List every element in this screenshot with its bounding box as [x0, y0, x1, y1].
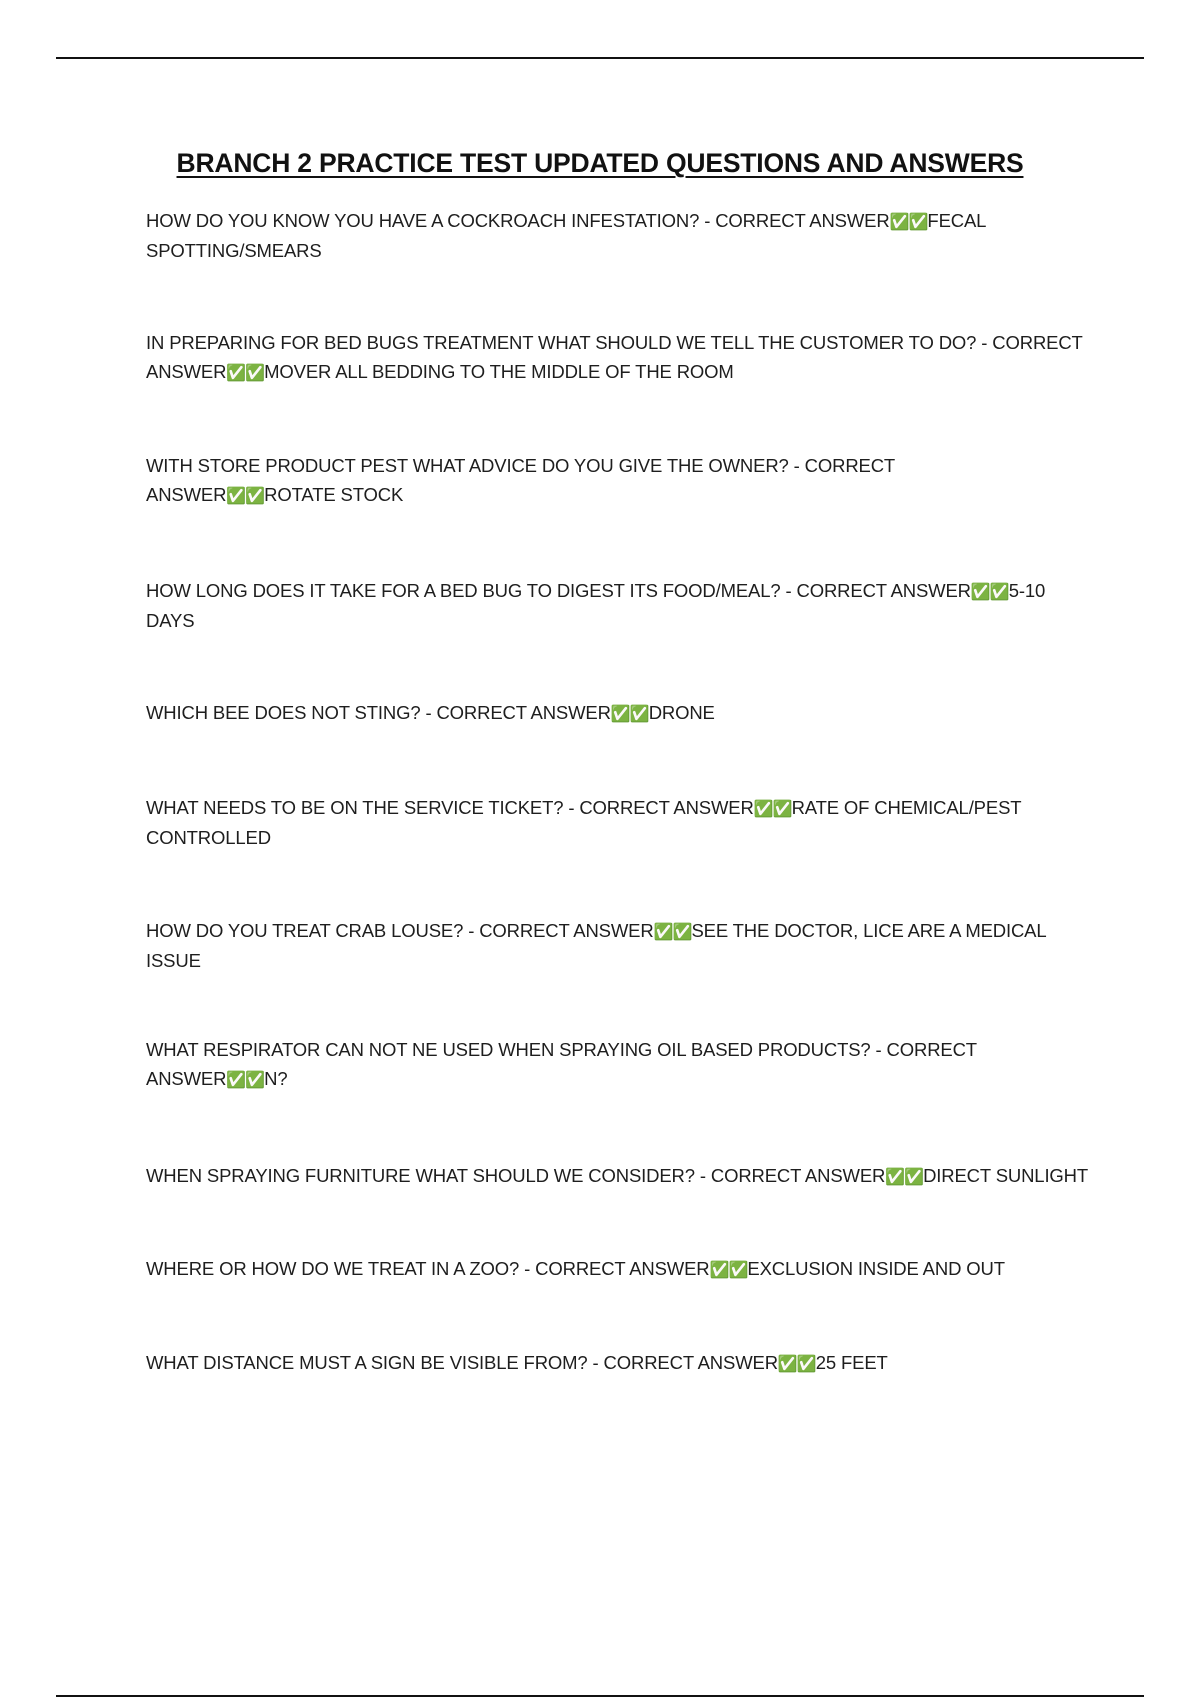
qa-item-9 — [146, 1161, 1096, 1191]
correct-answer-label: - CORRECT ANSWER — [587, 1352, 778, 1373]
question-text: WHICH BEE DOES NOT STING? — [146, 702, 421, 723]
qa-item-4 — [146, 576, 1096, 635]
correct-answer-label: - CORRECT ANSWER — [563, 797, 754, 818]
qa-item-1 — [146, 206, 1096, 265]
qa-item-8 — [146, 1035, 1026, 1094]
correct-answer-label: - CORRECT ANSWER — [780, 580, 971, 601]
question-text: HOW DO YOU KNOW YOU HAVE A COCKROACH INFESTATION? — [146, 210, 700, 231]
answer-text: 25 FEET — [815, 1352, 888, 1373]
check-icon: ✅✅ — [753, 799, 792, 818]
question-text: WHAT RESPIRATOR CAN NOT NE USED WHEN SPRAYING OIL BASED PRODUCTS? — [146, 1039, 871, 1060]
answer-text: MOVER ALL BEDDING TO THE MIDDLE OF THE ROOM — [264, 361, 734, 382]
check-icon: ✅✅ — [653, 922, 692, 941]
answer-text: SEE THE DOCTOR, LICE ARE A MEDICAL ISSUE — [146, 920, 1046, 971]
correct-answer-label: - CORRECT ANSWER — [146, 332, 1083, 382]
correct-answer-label: - CORRECT ANSWER — [420, 702, 611, 723]
question-text: HOW DO YOU TREAT CRAB LOUSE? — [146, 920, 464, 941]
answer-text: N? — [264, 1068, 288, 1089]
check-icon: ✅✅ — [226, 486, 265, 505]
question-text: WHAT DISTANCE MUST A SIGN BE VISIBLE FROM? — [146, 1352, 588, 1373]
question-text: HOW LONG DOES IT TAKE FOR A BED BUG TO DIGEST ITS FOOD/MEAL? — [146, 580, 781, 601]
check-icon: ✅✅ — [885, 1167, 924, 1186]
check-icon: ✅✅ — [970, 582, 1009, 601]
check-icon: ✅✅ — [226, 363, 265, 382]
qa-item-6 — [146, 793, 1026, 852]
check-icon: ✅✅ — [889, 212, 928, 231]
answer-text: ROTATE STOCK — [264, 484, 404, 505]
check-icon: ✅✅ — [610, 704, 649, 723]
question-text: WITH STORE PRODUCT PEST WHAT ADVICE DO YOU GIVE THE OWNER? — [146, 455, 789, 476]
check-icon: ✅✅ — [226, 1070, 265, 1089]
answer-text: RATE OF CHEMICAL/PEST CONTROLLED — [146, 797, 1022, 848]
qa-item-10 — [146, 1254, 1096, 1284]
bottom-rule — [56, 1695, 1144, 1697]
qa-item-11 — [146, 1348, 1096, 1378]
answer-text: 5-10 DAYS — [146, 580, 1046, 631]
qa-item-3 — [146, 451, 906, 510]
correct-answer-label: - CORRECT ANSWER — [146, 455, 895, 505]
question-text: WHEN SPRAYING FURNITURE WHAT SHOULD WE CONSIDER? — [146, 1165, 695, 1186]
top-rule — [56, 57, 1144, 59]
check-icon: ✅✅ — [709, 1260, 748, 1279]
answer-text: DIRECT SUNLIGHT — [923, 1165, 1089, 1186]
correct-answer-label: - CORRECT ANSWER — [519, 1258, 710, 1279]
correct-answer-label: - CORRECT ANSWER — [699, 210, 890, 231]
correct-answer-label: - CORRECT ANSWER — [146, 1039, 977, 1089]
correct-answer-label: - CORRECT ANSWER — [694, 1165, 886, 1186]
qa-item-2 — [146, 328, 1096, 387]
qa-item-5 — [146, 698, 1096, 728]
answer-text: FECAL SPOTTING/SMEARS — [146, 210, 986, 261]
question-text: WHERE OR HOW DO WE TREAT IN A ZOO? — [146, 1258, 520, 1279]
question-text: IN PREPARING FOR BED BUGS TREATMENT WHAT SHOULD WE TELL THE CUSTOMER TO DO? — [146, 332, 977, 353]
correct-answer-label: - CORRECT ANSWER — [463, 920, 654, 941]
check-icon: ✅✅ — [777, 1354, 816, 1373]
question-text: WHAT NEEDS TO BE ON THE SERVICE TICKET? — [146, 797, 564, 818]
document-title: BRANCH 2 PRACTICE TEST UPDATED QUESTIONS AND ANSWERS — [176, 148, 1024, 178]
answer-text: EXCLUSION INSIDE AND OUT — [747, 1258, 1005, 1279]
qa-item-7 — [146, 916, 1046, 975]
answer-text: DRONE — [648, 702, 715, 723]
